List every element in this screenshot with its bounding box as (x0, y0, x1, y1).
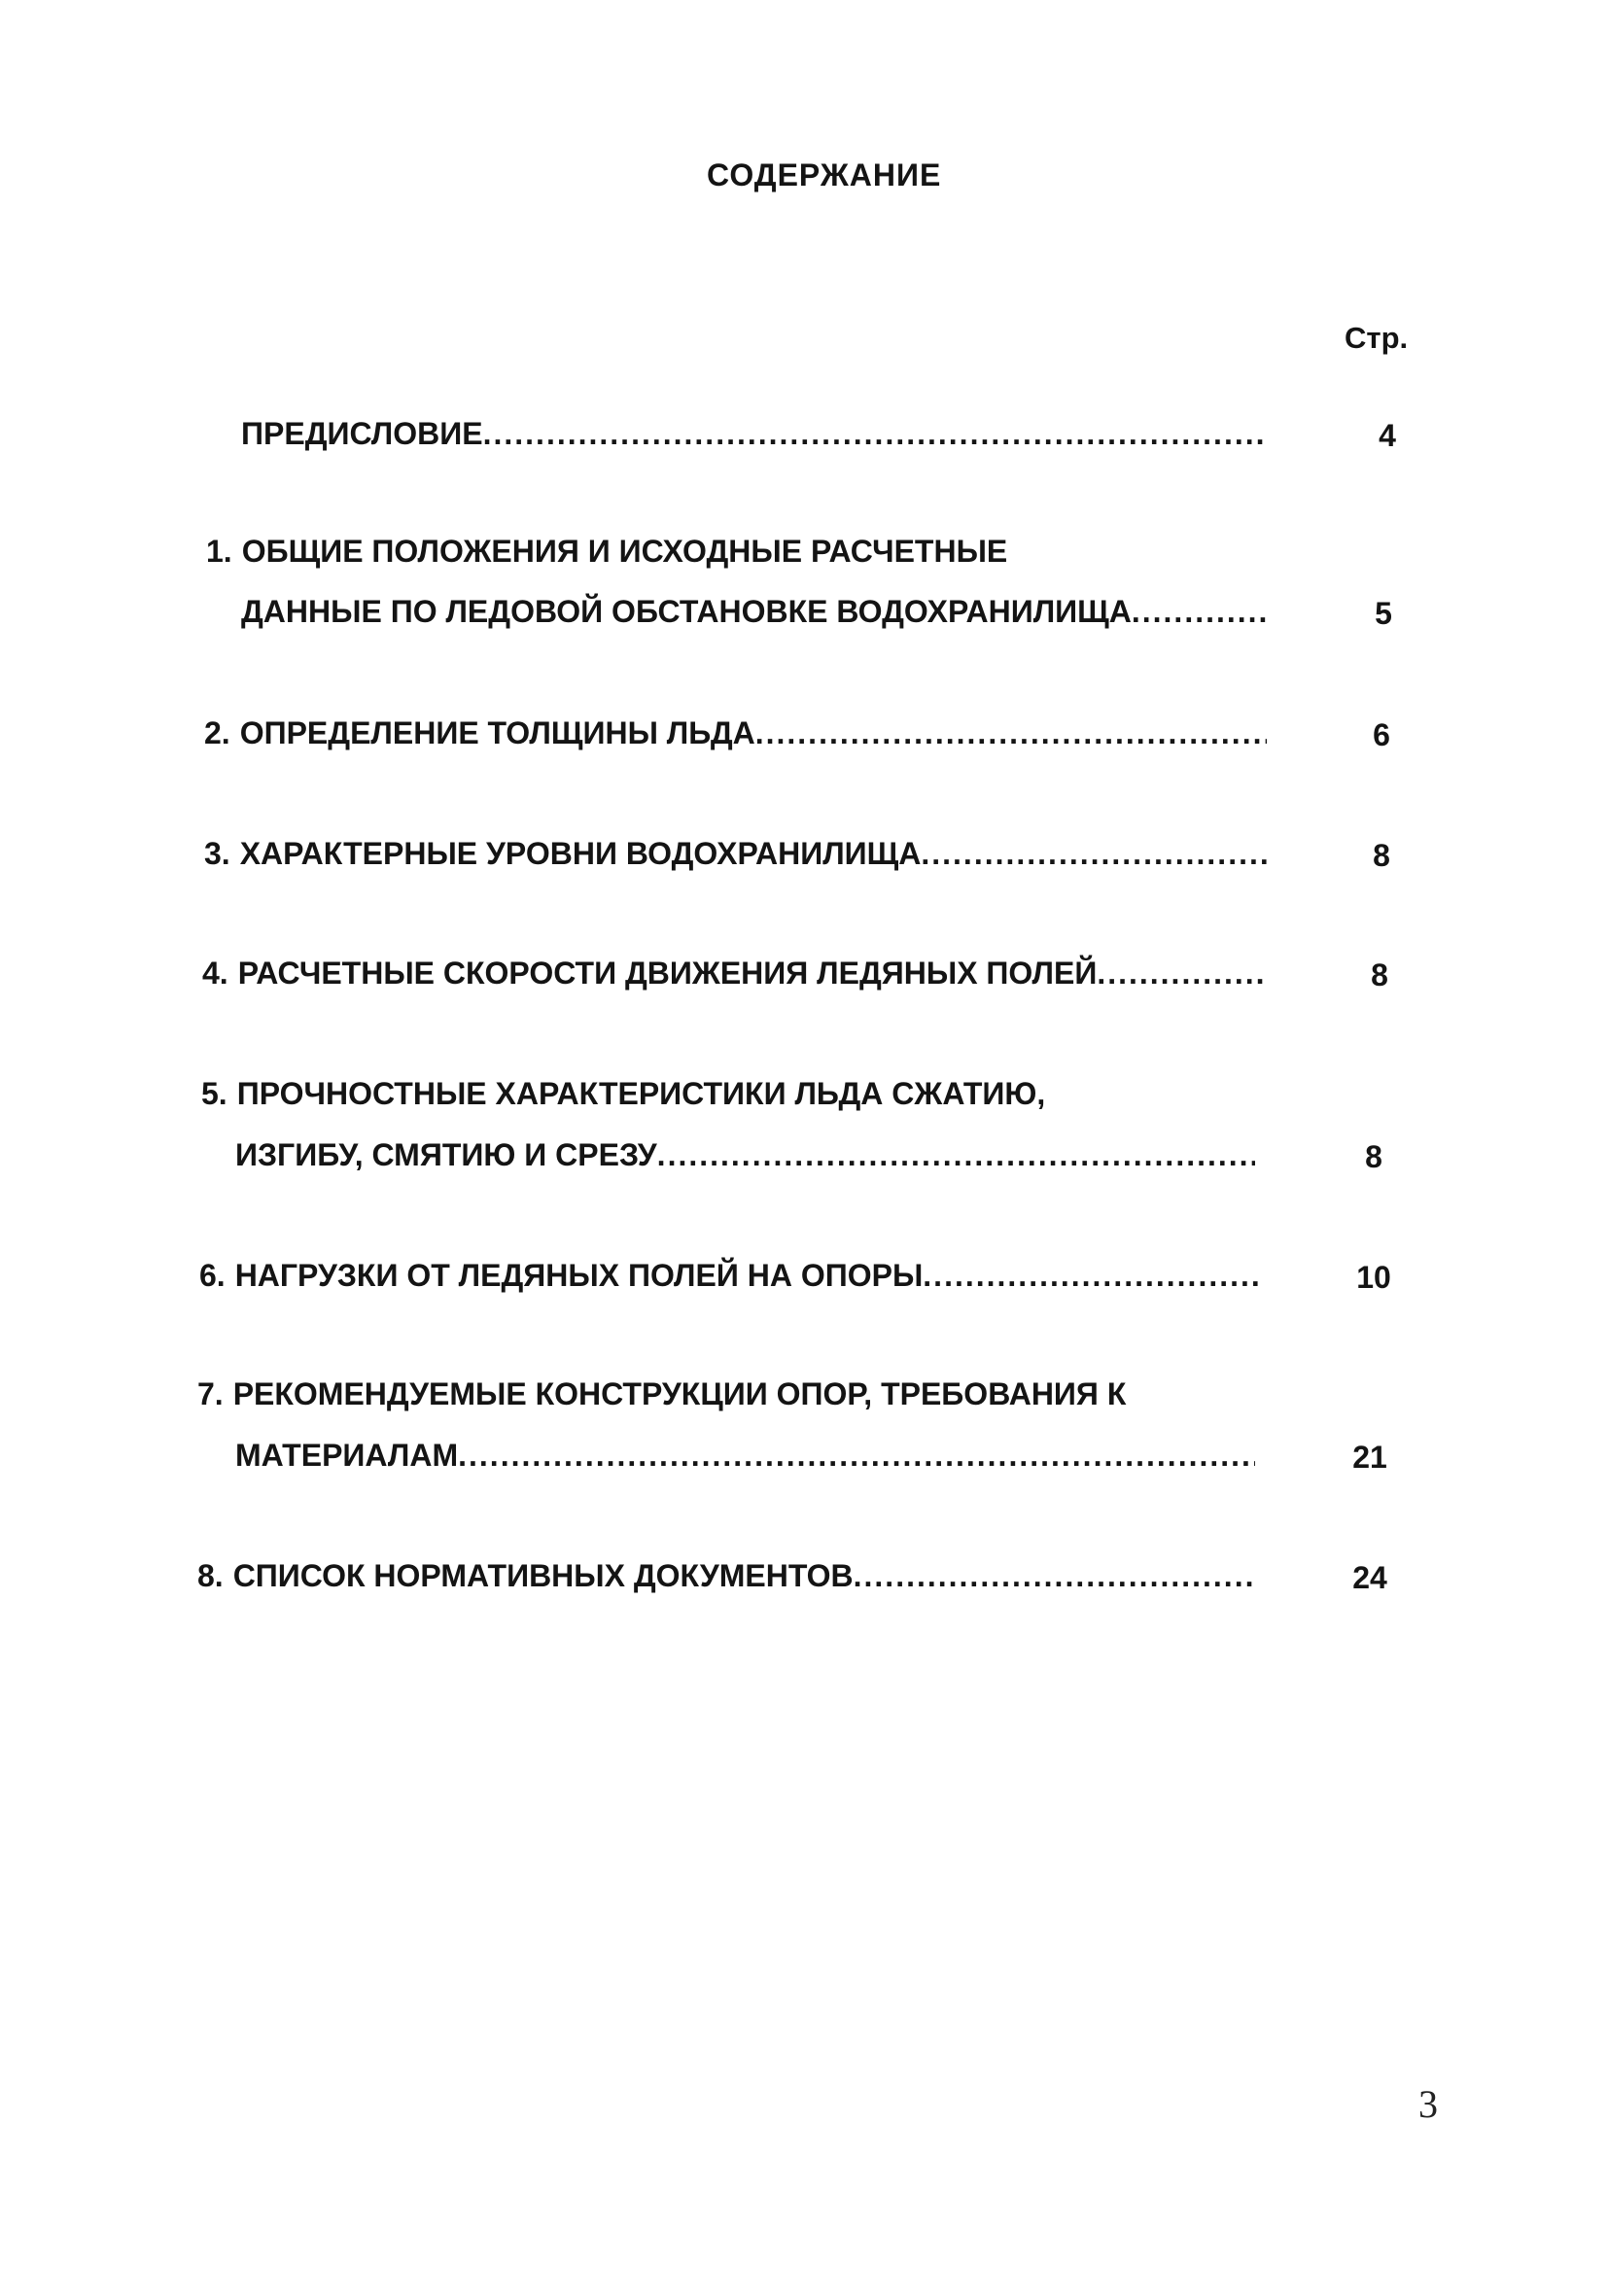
toc-entry-1[interactable] (206, 534, 1007, 573)
toc-page-number: 8 (1373, 838, 1390, 873)
toc-entry-number: 1. (206, 534, 232, 569)
toc-page-number: 21 (1352, 1440, 1387, 1475)
leader-dots (458, 1438, 1255, 1474)
toc-entry-7-continuation[interactable] (235, 1438, 1255, 1477)
leader-dots (854, 1558, 1257, 1594)
toc-entry-3[interactable] (204, 836, 1267, 875)
toc-entry-number: 6. (199, 1258, 226, 1293)
toc-entry-title-cont: МАТЕРИАЛАМ (235, 1438, 459, 1473)
toc-entry-number: 7. (197, 1376, 224, 1411)
toc-entry-title: ОБЩИЕ ПОЛОЖЕНИЯ И ИСХОДНЫЕ РАСЧЕТНЫЕ (241, 534, 1008, 569)
toc-entry-number: 3. (204, 836, 230, 871)
page-title: СОДЕРЖАНИЕ (707, 157, 942, 192)
toc-page-number: 8 (1365, 1139, 1382, 1174)
toc-entry-title: СПИСОК НОРМАТИВНЫХ ДОКУМЕНТОВ (232, 1558, 854, 1593)
leader-dots (1097, 956, 1265, 991)
toc-entry-number: 8. (197, 1558, 224, 1593)
page-number: 3 (1418, 2082, 1438, 2126)
toc-entry-title: РЕКОМЕНДУЕМЫЕ КОНСТРУКЦИИ ОПОР, ТРЕБОВАНИЯ К (232, 1376, 1127, 1411)
leader-dots (1132, 594, 1267, 630)
toc-page-number: 5 (1375, 596, 1392, 631)
leader-dots (923, 1258, 1259, 1294)
toc-entry-number: 2. (204, 715, 230, 750)
toc-entry-2[interactable] (204, 715, 1267, 754)
toc-entry-title: НАГРУЗКИ ОТ ЛЕДЯНЫХ ПОЛЕЙ НА ОПОРЫ (234, 1258, 924, 1293)
toc-entry-5[interactable] (201, 1076, 1045, 1115)
toc-entry-title: ХАРАКТЕРНЫЕ УРОВНИ ВОДОХРАНИЛИЩА (239, 836, 922, 871)
toc-entry-title-cont: ДАННЫЕ ПО ЛЕДОВОЙ ОБСТАНОВКЕ ВОДОХРАНИЛИЩА (241, 594, 1132, 629)
toc-entry-title-cont: ИЗГИБУ, СМЯТИЮ И СРЕЗУ (235, 1137, 657, 1172)
toc-entry-preface[interactable] (241, 416, 1267, 455)
leader-dots (921, 836, 1267, 872)
toc-page-number: 8 (1371, 957, 1388, 992)
toc-entry-number: 4. (202, 956, 228, 991)
toc-entry-7[interactable] (197, 1376, 1126, 1415)
toc-entry-5-continuation[interactable] (235, 1137, 1255, 1176)
toc-entry-8[interactable] (197, 1558, 1257, 1597)
page-column-header: Стр. (1345, 321, 1409, 355)
toc-page-number: 4 (1379, 418, 1396, 453)
toc-entry-1-continuation[interactable] (241, 594, 1267, 633)
toc-page-number: 6 (1373, 717, 1390, 752)
toc-entry-title: ПРЕДИСЛОВИЕ (241, 416, 483, 451)
toc-entry-title: ПРОЧНОСТНЫЕ ХАРАКТЕРИСТИКИ ЛЬДА СЖАТИЮ, (236, 1076, 1046, 1111)
toc-entry-title: РАСЧЕТНЫЕ СКОРОСТИ ДВИЖЕНИЯ ЛЕДЯНЫХ ПОЛЕЙ (237, 956, 1098, 991)
toc-entry-number: 5. (201, 1076, 227, 1111)
toc-entry-title: ОПРЕДЕЛЕНИЕ ТОЛЩИНЫ ЛЬДА (239, 715, 755, 750)
leader-dots (483, 416, 1267, 452)
toc-entry-4[interactable] (202, 956, 1265, 994)
leader-dots (657, 1137, 1255, 1173)
toc-page-number: 24 (1352, 1560, 1387, 1595)
toc-page-number: 10 (1356, 1260, 1391, 1295)
leader-dots (755, 715, 1267, 751)
toc-entry-6[interactable] (199, 1258, 1259, 1297)
